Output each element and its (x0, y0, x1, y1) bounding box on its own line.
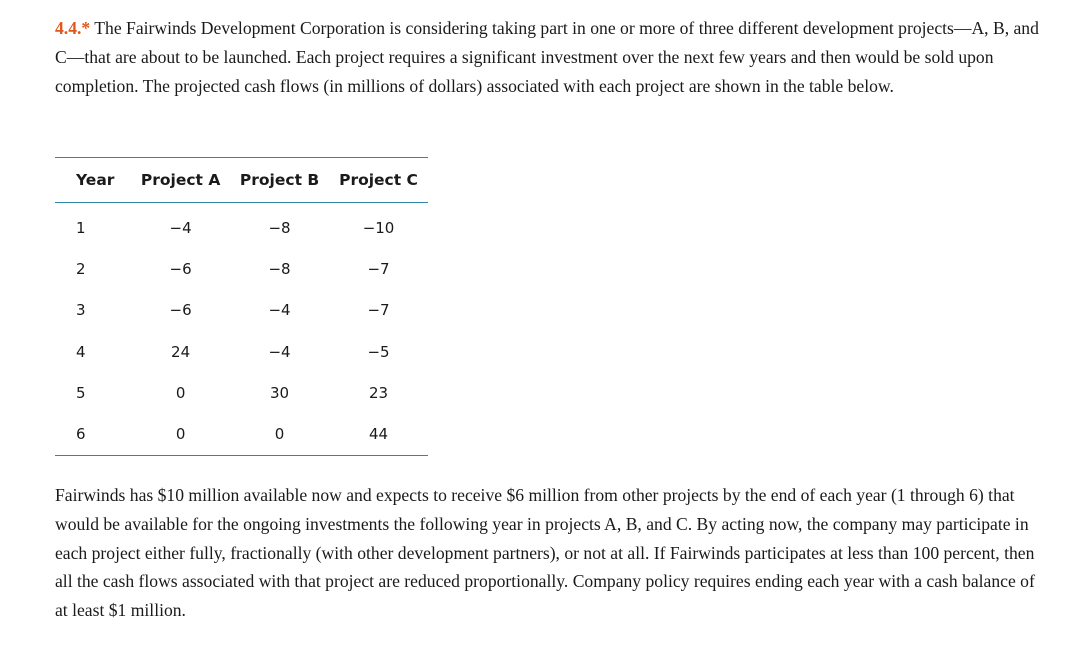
problem-intro-text: The Fairwinds Development Corporation is considering taking part in one or more of three different development projects—A, B, and C—that are about to be launched. Each project requires a significant investment over the next few years and then would be sold upon completion. The projected cash flows (in millions of dollars) associated with each project are shown in the table below. (55, 18, 1039, 96)
cell-project-a: 0 (175, 383, 186, 402)
table-row (55, 290, 428, 331)
problem-constraints-paragraph: Fairwinds has $10 million available now and expects to receive $6 million from other projects by the end of each year (1 through 6) that would be available for the ongoing investments the following year in projects A, B, and C. By acting now, the company may participate in each project either fully, fractionally (with other development partners), or not at all. If Fairwinds participates at less than 100 percent, then all the cash flows associated with that project are reduced proportionally. Company policy requires ending each year with a cash balance of at least $1 million. (55, 485, 1035, 621)
cell-project-c: 23 (368, 383, 389, 402)
cell-project-c: −7 (367, 259, 390, 278)
table-row (55, 331, 428, 372)
cell-project-c: 44 (368, 425, 389, 444)
table-header-row (55, 158, 428, 203)
header-year: Year (55, 158, 131, 203)
cell-project-c: −5 (367, 342, 390, 361)
cell-year: 2 (76, 259, 86, 278)
header-project-a: Project A (131, 158, 230, 203)
cell-project-a: −4 (169, 218, 192, 237)
header-project-c: Project C (329, 158, 428, 203)
cell-project-a: 0 (175, 425, 186, 444)
cell-project-b: 0 (274, 425, 285, 444)
cell-year: 6 (76, 425, 86, 444)
cell-project-c: −10 (362, 218, 395, 237)
cell-year: 5 (76, 383, 86, 402)
cell-project-b: −4 (268, 342, 291, 361)
cell-year: 1 (76, 218, 86, 237)
header-project-b: Project B (230, 158, 329, 203)
table-row (55, 413, 428, 454)
problem-intro-paragraph (55, 14, 1040, 100)
table-row (55, 372, 428, 413)
cell-year: 3 (76, 301, 86, 320)
cell-project-a: −6 (169, 301, 192, 320)
cell-project-a: 24 (171, 342, 191, 361)
problem-number: 4.4.* (55, 18, 91, 38)
table-row (55, 203, 428, 249)
cell-year: 4 (76, 342, 86, 361)
cell-project-b: −8 (268, 218, 291, 237)
cell-project-c: −7 (367, 301, 390, 320)
cell-project-b: −8 (268, 259, 291, 278)
cell-project-b: 30 (270, 383, 290, 402)
table-row (55, 248, 428, 289)
cash-flow-table (55, 157, 428, 456)
cell-project-a: −6 (169, 259, 192, 278)
cell-project-b: −4 (268, 301, 291, 320)
